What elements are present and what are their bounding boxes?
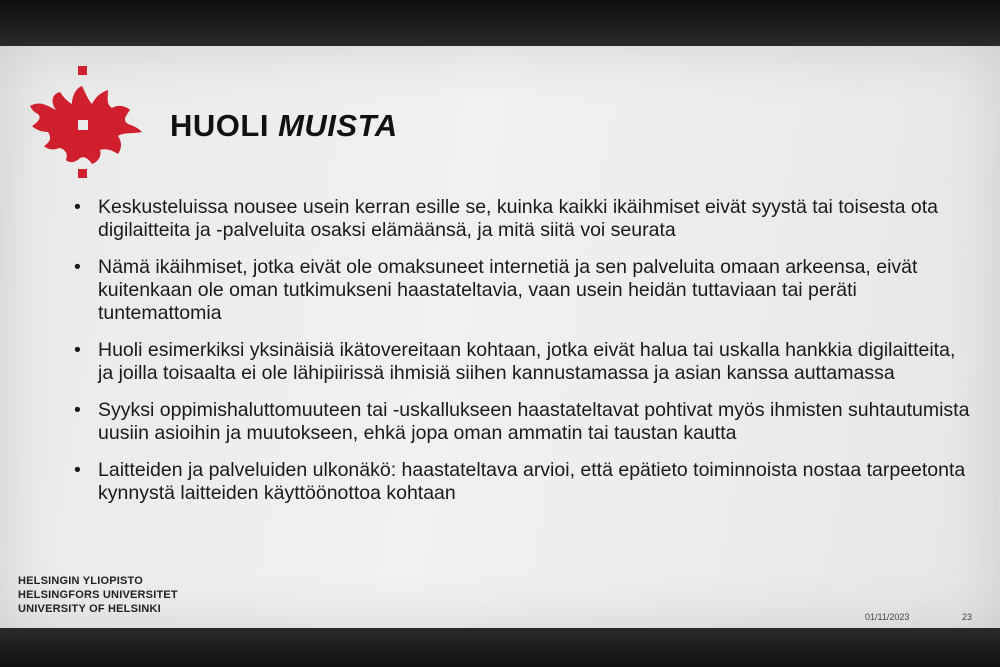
bullet-item — [70, 196, 970, 242]
bullet-text: Huoli esimerkiksi yksinäisiä ikätovereitaan kohtaan, jotka eivät halua tai uskalla hankkia digilaitteita, ja joilla toisaalta ei ole lähipiirissä ihmisiä siihen kannustamassa ja asian kanssa auttamassa — [98, 339, 956, 384]
presentation-slide — [0, 46, 1000, 630]
projector-frame-top — [0, 0, 1000, 48]
bullet-marker: • — [74, 399, 81, 421]
university-name-sv: HELSINGFORS UNIVERSITET — [18, 589, 178, 601]
university-name-fi: HELSINGIN YLIOPISTO — [18, 575, 144, 587]
bullet-text: Keskusteluissa nousee usein kerran esille se, kuinka kaikki ikäihmiset eivät syystä tai toisesta ota digilaitteita ja -palveluita osaksi elämäänsä, ja mitä siitä voi seurata — [98, 196, 938, 241]
bullet-marker: • — [74, 196, 81, 218]
university-name-en: UNIVERSITY OF HELSINKI — [18, 603, 161, 615]
title-emphasis: MUISTA — [278, 108, 398, 143]
bullet-text: Laitteiden ja palveluiden ulkonäkö: haastateltava arvioi, että epätieto toiminnoista nostaa tarpeetonta kynnystä laitteiden käyttöönottoa kohtaan — [98, 459, 966, 504]
bullet-item — [70, 339, 970, 385]
bullet-item — [70, 399, 970, 445]
bullet-item — [70, 459, 970, 505]
slide-date: 01/11/2023 — [865, 612, 910, 622]
projector-frame-bottom — [0, 628, 1000, 667]
bullet-marker: • — [74, 339, 81, 361]
bullet-text: Syyksi oppimishaluttomuuteen tai -uskallukseen haastateltavat pohtivat myös ihmisten suhtautumista uusiin asioihin ja muutokseen, ehkä jopa oman ammatin tai taustan kautta — [98, 399, 970, 444]
slide-page-number: 23 — [962, 612, 973, 622]
title-main: HUOLI — [170, 108, 279, 143]
bullet-list — [70, 196, 970, 519]
university-name-block — [18, 574, 178, 616]
bullet-marker: • — [74, 459, 81, 481]
bullet-text: Nämä ikäihmiset, jotka eivät ole omaksuneet internetiä ja sen palveluita omaan arkeensa, eivät kuitenkaan ole oman tutkimukseni haastateltavia, vaan usein heidän tuttaviaan tai peräti tuntemattomia — [98, 256, 918, 324]
slide-title — [170, 108, 398, 144]
university-flame-logo-icon — [26, 66, 144, 181]
bullet-marker: • — [74, 256, 81, 278]
bullet-item — [70, 256, 970, 325]
